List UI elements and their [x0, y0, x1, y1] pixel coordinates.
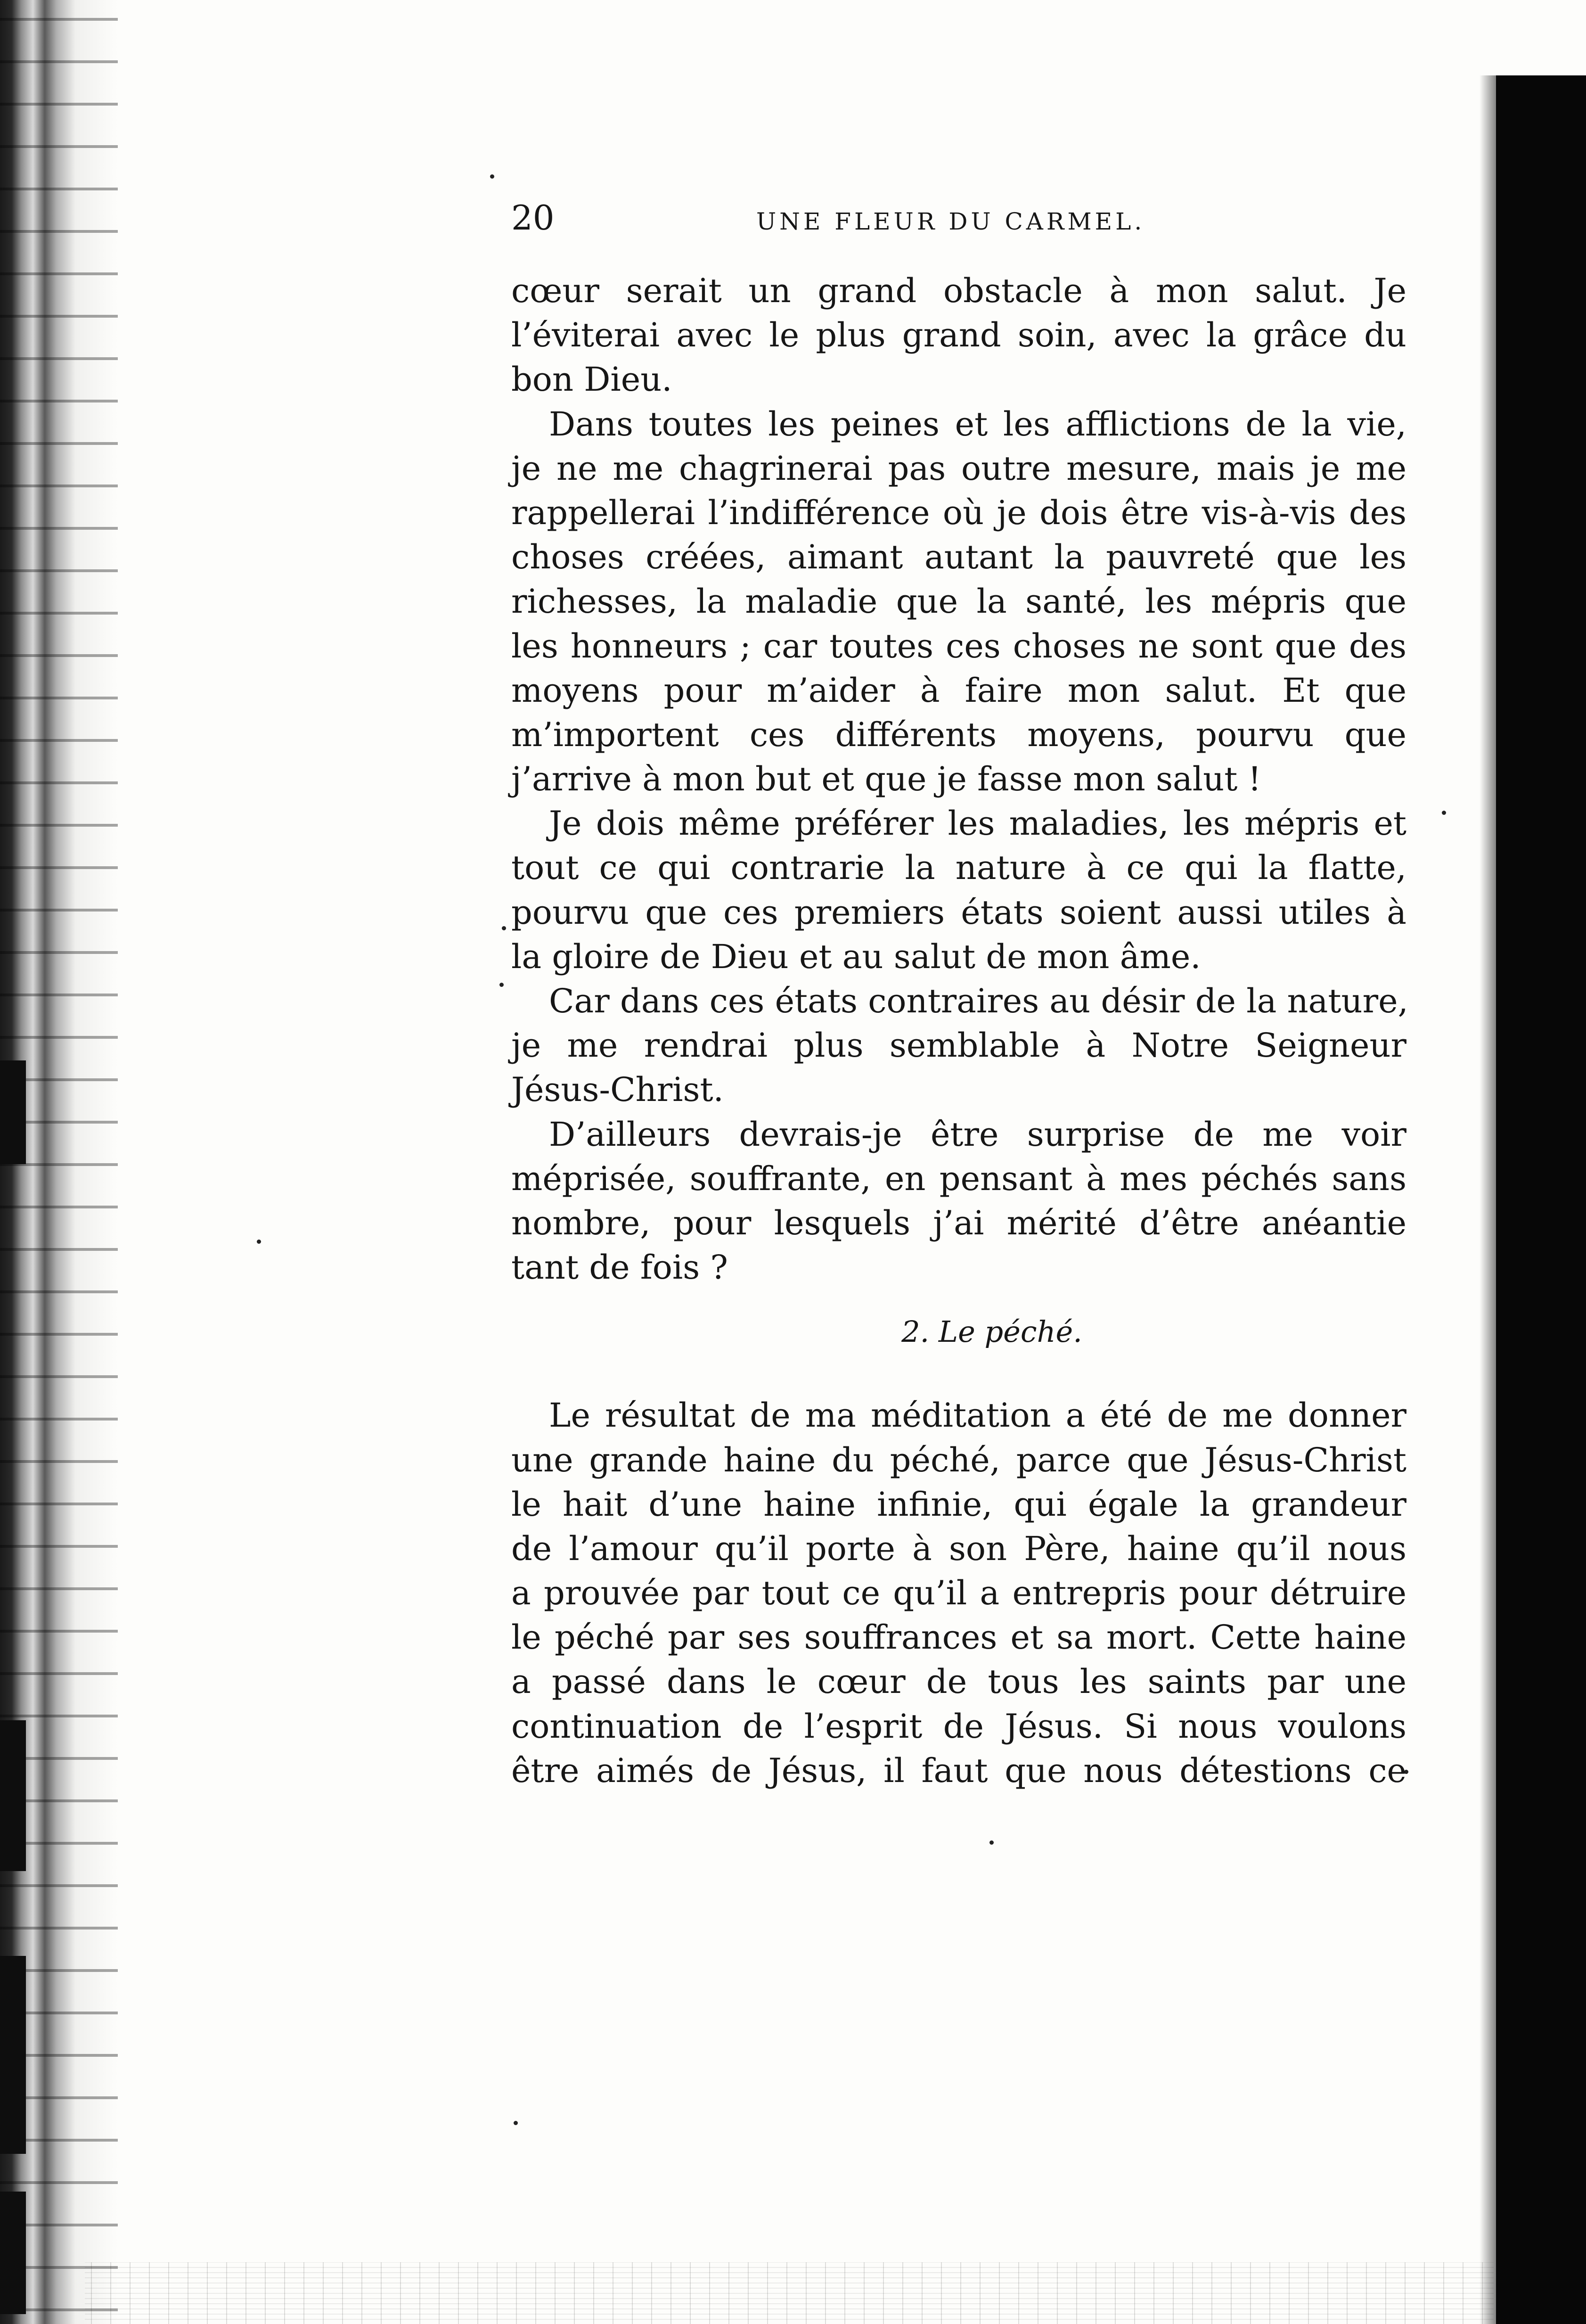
text-line: D’ailleurs devrais-je être surprise de me voir	[549, 1115, 1406, 1154]
paragraph	[511, 801, 1406, 979]
text-line: choses créées, aimant autant la pauvreté que les	[511, 538, 1406, 577]
text-line: être aimés de Jésus, il faut que nous détestions ce	[511, 1751, 1406, 1790]
text-line: une grande haine du péché, parce que Jésus-Christ	[511, 1440, 1406, 1479]
text-line: nombre, pour lesquels j’ai mérité d’être anéantie	[511, 1203, 1406, 1242]
text-line: je me rendrai plus semblable à Notre Seigneur	[511, 1026, 1406, 1065]
text-line: m’importent ces différents moyens, pourvu que	[511, 715, 1406, 754]
page-number: 20	[511, 198, 555, 238]
text-line: l’éviterai avec le plus grand soin, avec la grâce du	[511, 316, 1406, 355]
spacer	[511, 1365, 1406, 1393]
scan-speck	[257, 1240, 261, 1244]
gutter-shadow	[0, 1956, 26, 2154]
text-line: tout ce qui contrarie la nature à ce qui la flatte,	[511, 848, 1406, 887]
scan-speck	[1442, 811, 1446, 815]
text-line: continuation de l’esprit de Jésus. Si nous voulons	[511, 1707, 1406, 1746]
page-text	[511, 198, 1406, 1793]
text-line: la gloire de Dieu et au salut de mon âme.	[511, 937, 1201, 976]
text-line: j’arrive à mon but et que je fasse mon salut !	[511, 760, 1261, 799]
paragraph	[511, 979, 1406, 1112]
text-line: les honneurs ; car toutes ces choses ne sont que des	[511, 626, 1406, 665]
text-line: moyens pour m’aider à faire mon salut. Et que	[511, 671, 1406, 710]
scan-noise	[85, 2262, 1494, 2324]
text-line: le hait d’une haine infinie, qui égale la grandeur	[511, 1485, 1406, 1524]
paragraph	[511, 402, 1406, 802]
text-line: tant de fois ?	[511, 1248, 728, 1287]
text-line: richesses, la maladie que la santé, les mépris que	[511, 582, 1406, 621]
text-line: bon Dieu.	[511, 360, 672, 399]
text-line: rappellerai l’indifférence où je dois être vis-à-vis des	[511, 493, 1406, 532]
text-line: pourvu que ces premiers états soient aussi utiles à	[511, 893, 1406, 932]
gutter-shadow	[0, 1060, 26, 1164]
text-line: je ne me chagrinerai pas outre mesure, mais je me	[511, 449, 1406, 488]
text-line: Je dois même préférer les maladies, les mépris et	[549, 804, 1406, 843]
spacer	[511, 1289, 1406, 1308]
running-title: UNE FLEUR DU CARMEL.	[756, 208, 1145, 235]
running-head	[511, 198, 1406, 269]
gutter-shadow	[0, 1720, 26, 1871]
page-edge-shadow	[1480, 75, 1498, 2324]
text-line: méprisée, souffrante, en pensant à mes péchés sans	[511, 1159, 1406, 1198]
section-heading: 2. Le péché.	[901, 1314, 1082, 1349]
scan-speck	[499, 983, 504, 987]
scan-speck	[490, 174, 494, 179]
text-line: Jésus-Christ.	[511, 1070, 724, 1109]
scan-speck	[514, 2121, 518, 2125]
text-line: de l’amour qu’il porte à son Père, haine qu’il nous	[511, 1529, 1406, 1568]
paragraph	[511, 269, 1406, 402]
scan-speck	[989, 1840, 994, 1845]
gutter-shadow	[0, 2192, 26, 2314]
paragraph	[511, 1112, 1406, 1290]
text-line: Dans toutes les peines et les afflictions de la vie,	[549, 404, 1406, 443]
text-line: Car dans ces états contraires au désir de la nature,	[549, 982, 1408, 1020]
facing-page-edge	[1496, 75, 1586, 2324]
scan-speck	[502, 926, 506, 930]
text-line: a prouvée par tout ce qu’il a entrepris pour détruire	[511, 1574, 1406, 1613]
paragraph	[511, 1393, 1406, 1793]
text-line: a passé dans le cœur de tous les saints par une	[511, 1662, 1406, 1701]
text-line: cœur serait un grand obstacle à mon salut. Je	[511, 271, 1406, 310]
text-line: le péché par ses souffrances et sa mort. Cette haine	[511, 1618, 1406, 1657]
text-line: Le résultat de ma méditation a été de me donner	[549, 1396, 1406, 1435]
